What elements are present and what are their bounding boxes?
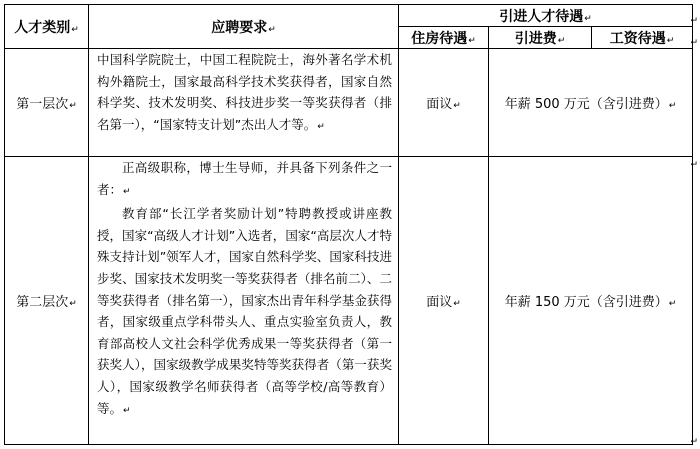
header-housing: 住房待遇↵: [399, 27, 489, 49]
row-fee-salary-2: 年薪 150 万元（含引进费）↵: [489, 157, 693, 445]
talent-recruitment-table: [4, 4, 693, 445]
row-housing-1: 面议↵: [399, 49, 489, 157]
header-requirements: 应聘要求↵: [89, 5, 399, 49]
row-requirements-1: 中国科学院院士，中国工程院院士，海外著名学术机构外籍院士，国家最高科学技术奖获得者，国家自然科学奖、技术发明奖、科技进步奖一等奖获得者（排名第一），“国家特支计划”杰出人才等。↵: [89, 49, 399, 157]
row-fee-salary-1: 年薪 500 万元（含引进费）↵: [489, 49, 693, 157]
end-of-row-mark: ↵: [690, 160, 698, 170]
row-requirements-2: 正高级职称，博士生导师，并具备下列条件之一者：↵ 教育部“长江学者奖励计划”特聘教授或讲座教授，国家“高级人才计划”入选者，国家“高层次人才特殊支持计划”领军人才，国家自然科学奖、国家科技进步奖、国家技术发明奖一等奖获得者（排名前二）、二等奖获得者（排名第一），国家杰出青年科学基金获得者，国家级重点学科带头人、重点实验室负责人，教育部高校人文社会科学优秀成果一等奖获得者（第一获奖人），国家级教学成果奖特等奖获得者（第一获奖人），国家级教学名师获得者（高等学校/高等教育）等。↵: [89, 157, 399, 445]
end-of-row-mark: ↵: [690, 437, 698, 447]
table-row: [5, 157, 693, 445]
row-housing-2: 面议↵: [399, 157, 489, 445]
end-of-row-mark: ↵: [690, 38, 698, 48]
row-level-2: 第二层次↵: [5, 157, 89, 445]
header-fee: 引进费↵: [489, 27, 592, 49]
header-salary: 工资待遇↵: [592, 27, 693, 49]
header-benefits: 引进人才待遇↵: [399, 5, 693, 27]
end-of-row-mark: ↵: [690, 16, 698, 26]
header-category: 人才类别↵: [5, 5, 89, 49]
table-row: [5, 49, 693, 157]
row-level-1: 第一层次↵: [5, 49, 89, 157]
